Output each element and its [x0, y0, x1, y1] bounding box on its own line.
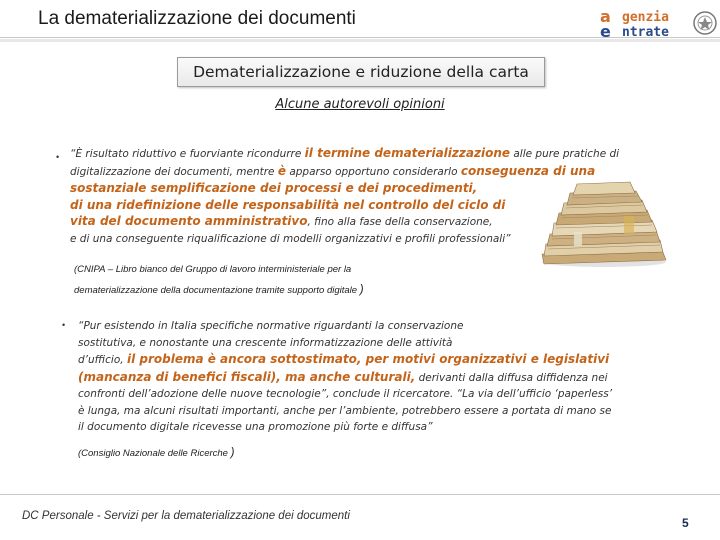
quote-2-highlight: (mancanza di benefici fiscali), ma anche culturali,: [78, 369, 416, 384]
svg-text:e: e: [600, 22, 611, 38]
quote-2-line: il documento digitale ricevesse una promozione più forte e diffusa”: [78, 421, 433, 433]
svg-text:a: a: [600, 8, 611, 26]
logo-text: [622, 10, 669, 40]
quote-2-highlight: il problema è ancora sottostimato, per motivi organizzativi e legislativi: [126, 352, 610, 366]
quote-2-source-close: ): [230, 447, 235, 459]
quote-1-highlight: è: [277, 163, 286, 178]
quote-1-text: “È risultato riduttivo e fuorviante ricondurre: [70, 148, 305, 160]
quote-2-line: [78, 351, 612, 369]
logo-letter-icon: [600, 8, 622, 38]
quote-1-source-text: dematerializzazione della documentazione tramite supporto digitale: [74, 285, 358, 296]
quote-2-line: confronti dell’adozione delle nuove tecnologie”, conclude il ricercatore. “La via dell’ufficio ‘paperless’: [78, 388, 613, 400]
agenzia-entrate-logo: [594, 6, 720, 44]
quote-1-line: [70, 145, 619, 163]
quote-2-line: [78, 369, 612, 387]
quote-1-source-line-2: [74, 284, 364, 296]
quote-1-highlight: conseguenza di una: [460, 163, 596, 178]
quote-2-text: derivanti dalla diffusa diffidenza nei: [415, 371, 608, 384]
quote-1-line: e di una conseguente riqualificazione di modelli organizzativi e profili professionali”: [70, 232, 511, 245]
logo-line-2: ntrate: [622, 25, 669, 40]
section-subheading: Alcune autorevoli opinioni: [275, 97, 445, 112]
logo-line-1: genzia: [622, 10, 669, 25]
quote-1-text: digitalizzazione dei documenti, mentre: [70, 165, 278, 178]
quote-1-text: , fino alla fase della conservazione,: [307, 216, 493, 229]
quote-2-source-text: (Consiglio Nazionale delle Ricerche: [78, 448, 228, 459]
quote-1-text: apparso opportuno considerarlo: [285, 165, 461, 178]
bullet-marker: •: [56, 152, 60, 162]
quote-2-text: d’ufficio,: [78, 354, 127, 366]
quote-1-source-line-1: (CNIPA – Libro bianco del Gruppo di lavoro interministeriale per la: [74, 264, 352, 275]
section-subtitle: Dematerializzazione e riduzione della carta: [177, 57, 545, 87]
republic-seal-icon: [692, 10, 718, 36]
footer-text: DC Personale - Servizi per la dematerializzazione dei documenti: [22, 510, 350, 522]
bullet-marker: •: [62, 320, 66, 330]
paper-stack-image: [534, 176, 672, 268]
quote-1-highlight: il termine dematerializzazione: [304, 146, 510, 160]
page-number: 5: [682, 516, 689, 530]
quote-2-line: sostitutiva, e nonostante una crescente informatizzazione delle attività: [78, 336, 453, 349]
quote-1-source-close: ): [359, 284, 364, 296]
quote-2-line: “Pur esistendo in Italia specifiche normative riguardanti la conservazione: [78, 320, 464, 332]
quote-2-line: è lunga, ma alcuni risultati importanti, anche per l’ambiente, potrebbero essere a portata di mano se: [78, 404, 612, 417]
slide-title: La dematerializzazione dei documenti: [38, 8, 356, 29]
quote-2: [78, 318, 612, 436]
quote-2-source: [78, 447, 234, 459]
quote-1-text: alle pure pratiche di: [510, 148, 620, 160]
quote-1-highlight-line: di una ridefinizione delle responsabilità nel controllo del ciclo di: [70, 197, 506, 212]
quote-1-highlight-line: sostanziale semplificazione dei processi e dei procedimenti,: [70, 181, 478, 196]
footer-divider: [0, 494, 720, 495]
quote-1-highlight: vita del documento amministrativo: [70, 214, 308, 229]
